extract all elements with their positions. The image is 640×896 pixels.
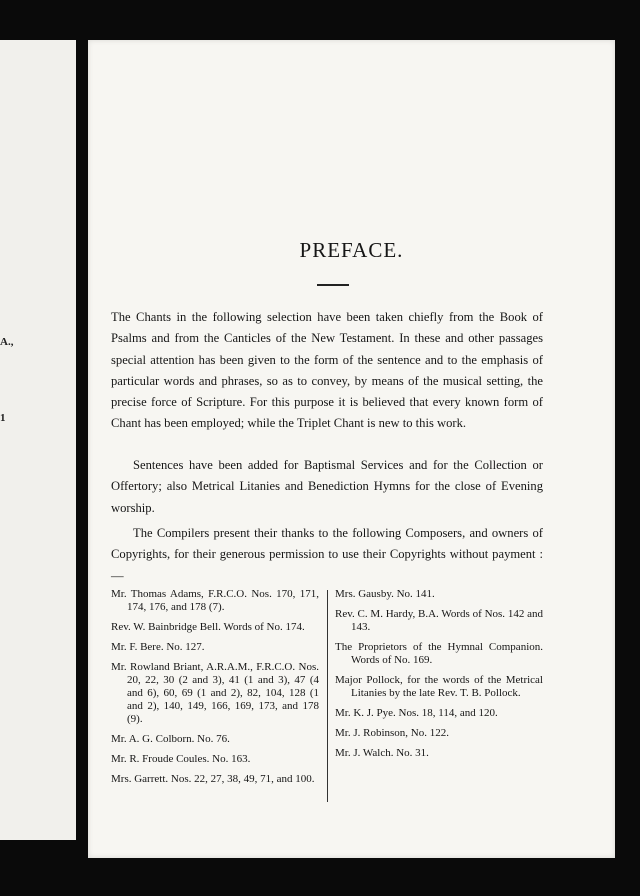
paragraph-3 <box>111 523 543 587</box>
credit-entry: Mrs. Garrett. Nos. 22, 27, 38, 49, 71, and 100. <box>111 773 315 785</box>
page-title: PREFACE. <box>299 238 404 262</box>
credit-entry: Mr. J. Walch. No. 31. <box>335 747 429 759</box>
left-page-fragment: A., <box>0 336 14 348</box>
paragraph-text: Sentences have been added for Baptismal Services and for the Collection or Offertory; also Metrical Litanies and Benediction Hymns for the close of Evening worship. <box>111 458 543 515</box>
left-page-fragment: 1 <box>0 412 6 424</box>
credit-entry: Rev. W. Bainbridge Bell. Words of No. 174. <box>111 621 305 633</box>
credit-entry: Mr. Rowland Briant, A.R.A.M., F.R.C.O. Nos. 20, 22, 30 (2 and 3), 41 (1 and 3), 47 (4 and 6), 60, 69 (1 and 2), 82, 104, 128 (1 and 2), 140, 149, 166, 169, 173, and 178 (9). <box>111 661 319 725</box>
credit-entry: Rev. C. M. Hardy, B.A. Words of Nos. 142 and 143. <box>335 608 543 633</box>
credit-entry: The Proprietors of the Hymnal Companion. Words of No. 169. <box>335 641 543 666</box>
credit-entry: Mr. K. J. Pye. Nos. 18, 114, and 120. <box>335 707 498 719</box>
credit-entry: Mrs. Gausby. No. 141. <box>335 588 435 600</box>
credit-entry: Mr. R. Froude Coules. No. 163. <box>111 753 251 765</box>
credit-entry: Major Pollock, for the words of the Metrical Litanies by the late Rev. T. B. Pollock. <box>335 674 543 699</box>
credit-entry: Mr. J. Robinson, No. 122. <box>335 727 449 739</box>
paragraph-text: The Compilers present their thanks to the following Composers, and owners of Copyrights, for their generous permission to use their Copyrights without payment :— <box>111 526 543 583</box>
column-divider <box>327 590 328 802</box>
paragraph-1 <box>111 307 543 435</box>
credit-entry: Mr. A. G. Colborn. No. 76. <box>111 733 230 745</box>
paragraph-text: The Chants in the following selection have been taken chiefly from the Book of Psalms and from the Canticles of the New Testament. In these and other passages special attention has been given to the form of the sentence and to the emphasis of particular words and phrases, so as to convey, by means of the musical setting, the precise force of Scripture. For this purpose it is believed that every known form of Chant has been employed; while the Triplet Chant is new to this work. <box>111 310 543 431</box>
title-rule <box>317 284 349 286</box>
book-page <box>88 40 615 858</box>
paragraph-2 <box>111 455 543 519</box>
left-page-edge <box>0 40 76 840</box>
credit-entry: Mr. Thomas Adams, F.R.C.O. Nos. 170, 171, 174, 176, and 178 (7). <box>111 588 319 613</box>
credits-left-column <box>111 588 319 793</box>
credit-entry: Mr. F. Bere. No. 127. <box>111 641 205 653</box>
credits-right-column <box>335 588 543 767</box>
